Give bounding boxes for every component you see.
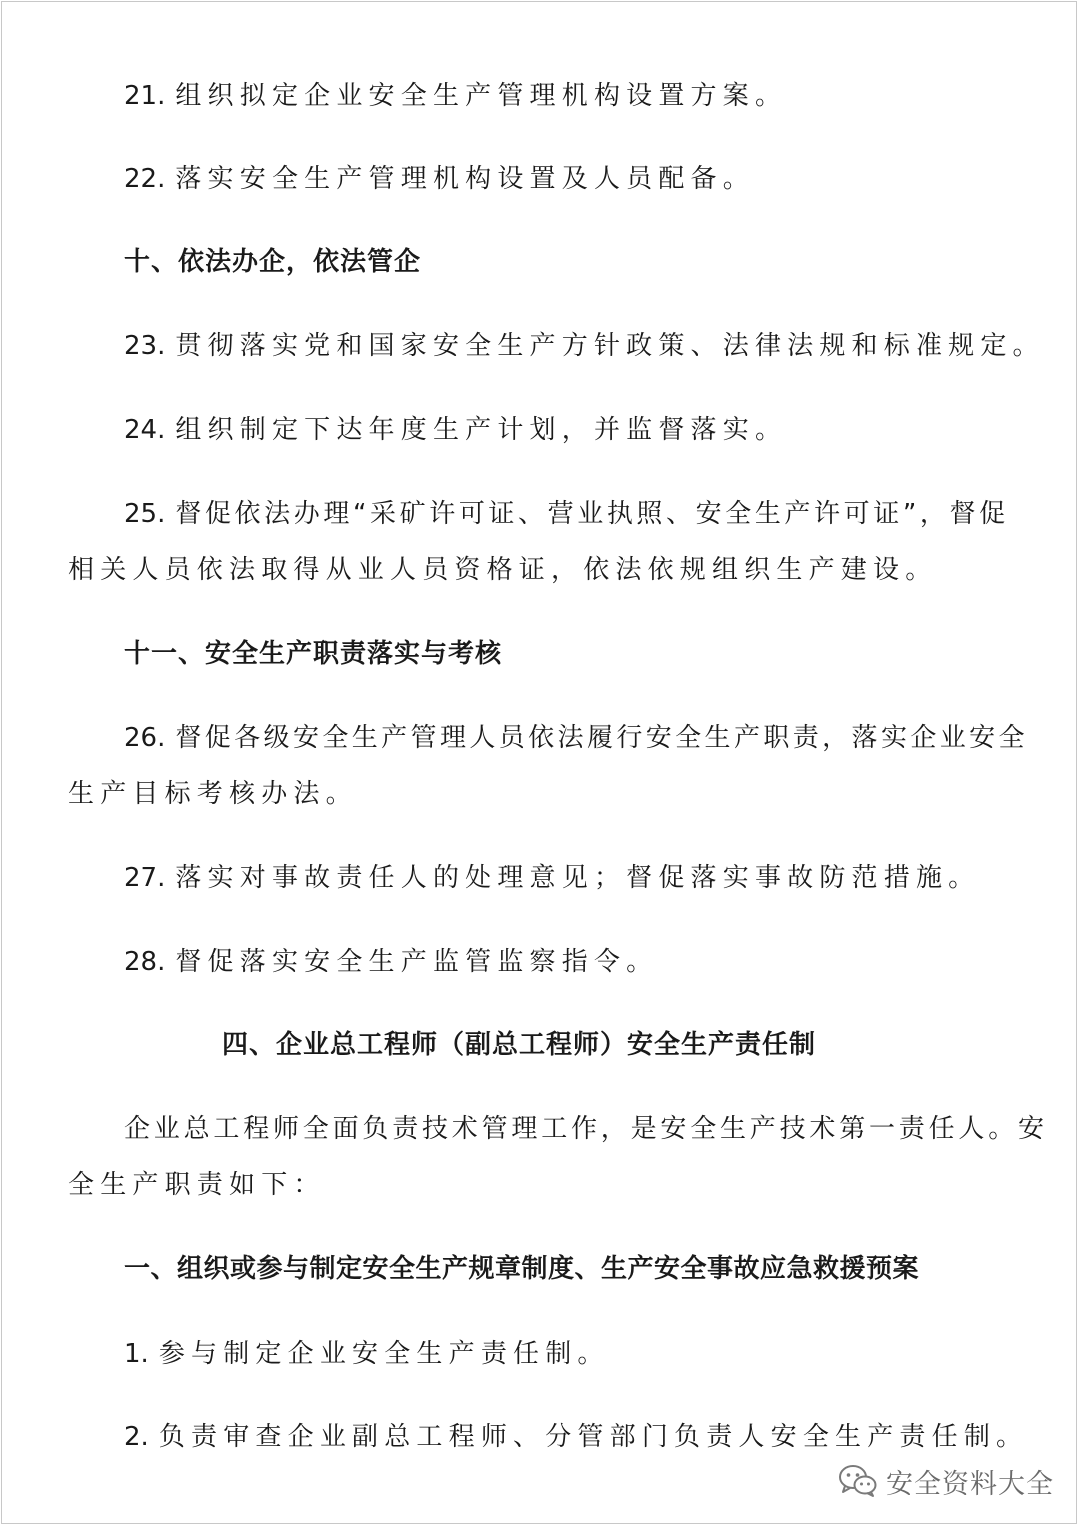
item-text: 相关人员依法取得从业人员资格证，依法依规组织生产建设。 (68, 555, 938, 585)
item-number: 23. (124, 331, 166, 361)
item-25-continuation (68, 552, 937, 588)
item-text: 督促各级安全生产管理人员依法履行安全生产职责，落实企业安全 (175, 723, 1028, 753)
item-27 (124, 860, 980, 896)
heading-text: 十一、安全生产职责落实与考核 (124, 639, 503, 669)
intro-paragraph-continuation (68, 1167, 326, 1203)
intro-paragraph (124, 1111, 1048, 1147)
item-21 (124, 78, 787, 114)
paragraph-text: 全生产职责如下： (68, 1170, 326, 1200)
item-number: 27. (124, 863, 166, 893)
item-24 (124, 412, 787, 448)
item-text: 督促落实安全生产监管监察指令。 (175, 947, 659, 977)
item-number: 2. (124, 1422, 149, 1452)
wechat-icon (838, 1464, 878, 1498)
item-22 (124, 161, 755, 197)
watermark-text: 安全资料大全 (886, 1468, 1054, 1500)
paragraph-text: 企业总工程师全面负责技术管理工作，是安全生产技术第一责任人。安 (124, 1114, 1048, 1144)
item-1 (124, 1336, 610, 1372)
item-text: 落实安全生产管理机构设置及人员配备。 (175, 164, 755, 194)
item-28 (124, 944, 658, 980)
item-25 (124, 496, 1009, 532)
heading-text: 一、组织或参与制定安全生产规章制度、生产安全事故应急救援预案 (124, 1254, 920, 1284)
item-number: 26. (124, 723, 166, 753)
page-border (1, 1, 1077, 1524)
chapter-title (222, 1027, 816, 1063)
item-text: 组织拟定企业安全生产管理机构设置方案。 (175, 81, 788, 111)
section-heading-11 (124, 636, 502, 672)
watermark (838, 1456, 1054, 1506)
item-number: 28. (124, 947, 166, 977)
item-23 (124, 328, 1045, 364)
section-heading-10 (124, 244, 421, 280)
item-26 (124, 720, 1028, 756)
item-text: 生产目标考核办法。 (68, 779, 358, 809)
item-number: 25. (124, 499, 166, 529)
item-text: 督促依法办理“采矿许可证、营业执照、安全生产许可证”，督促 (175, 499, 1009, 529)
item-number: 24. (124, 415, 166, 445)
item-number: 1. (124, 1339, 149, 1369)
item-text: 贯彻落实党和国家安全生产方针政策、法律法规和标准规定。 (175, 331, 1045, 361)
item-26-continuation (68, 776, 358, 812)
section-heading-1 (124, 1251, 919, 1287)
title-text: 四、企业总工程师（副总工程师）安全生产责任制 (222, 1030, 817, 1060)
item-2 (124, 1419, 1028, 1455)
item-number: 22. (124, 164, 166, 194)
heading-text: 十、依法办企，依法管企 (124, 247, 422, 277)
item-text: 组织制定下达年度生产计划，并监督落实。 (175, 415, 788, 445)
item-text: 负责审查企业副总工程师、分管部门负责人安全生产责任制。 (158, 1422, 1029, 1452)
item-text: 落实对事故责任人的处理意见；督促落实事故防范措施。 (175, 863, 981, 893)
item-text: 参与制定企业安全生产责任制。 (158, 1339, 610, 1369)
item-number: 21. (124, 81, 166, 111)
